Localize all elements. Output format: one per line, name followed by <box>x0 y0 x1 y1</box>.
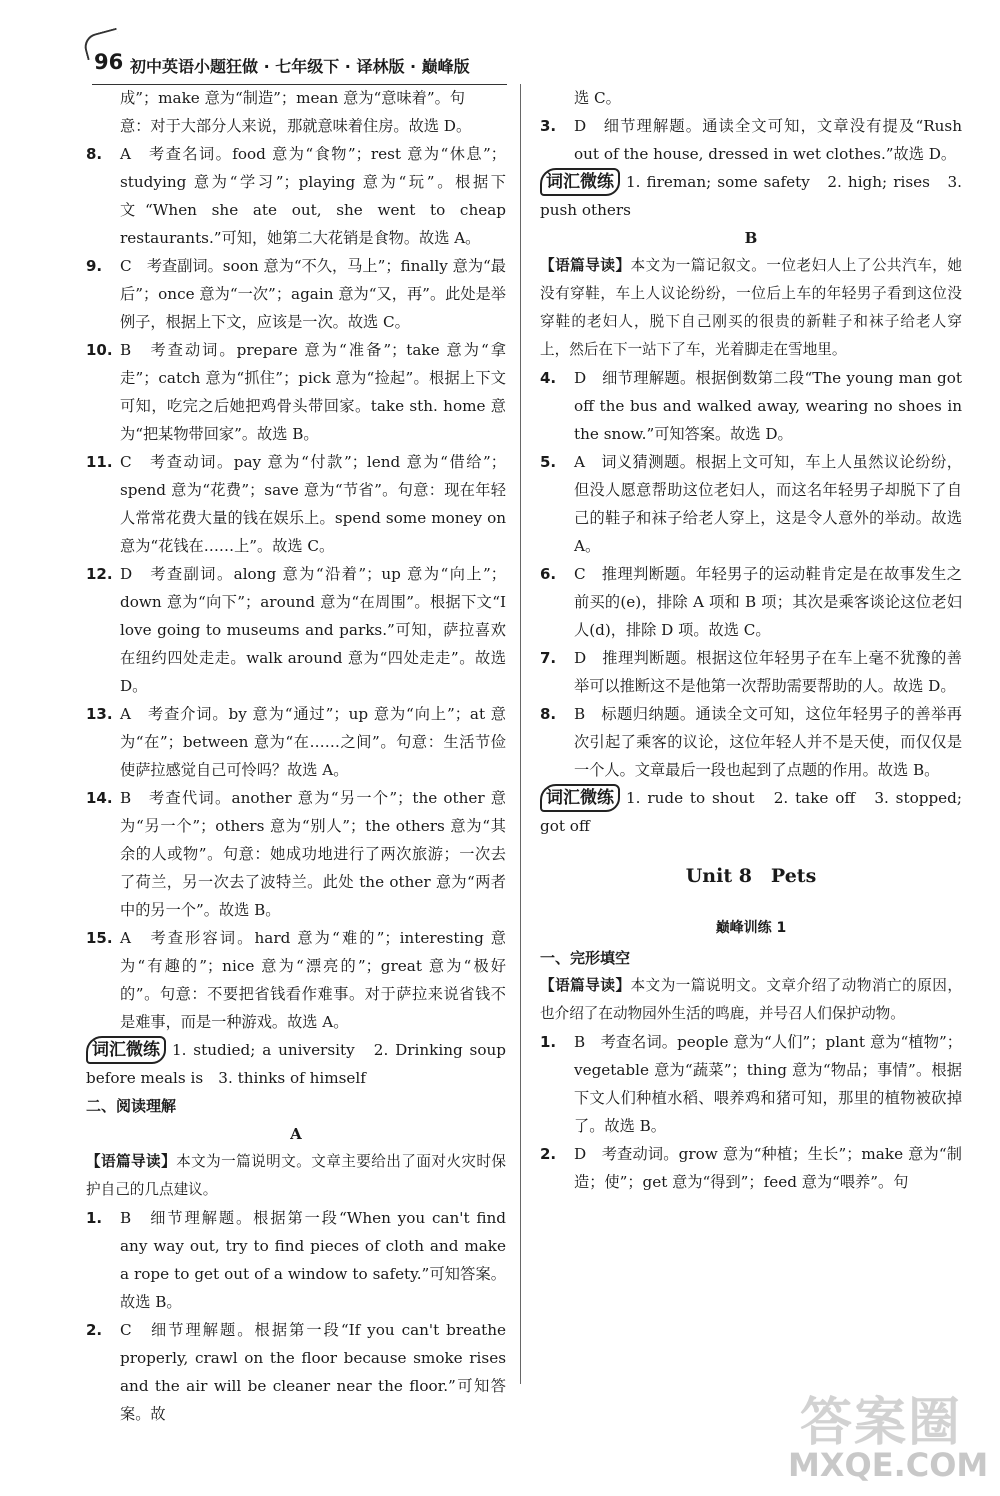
answer-item: 1. B 考查名词。people 意为“人们”；plant 意为“植物”；vegetable 意为“蔬菜”；thing 意为“物品；事情”。根据下文人们种植水稻、喂养鸡和猪可知，那里的植物被砍掉了。故选 B。 <box>540 1033 962 1135</box>
answer-item: 4. D 细节理解题。根据倒数第二段“The young man got off the bus and walked away, wearing no shoes in the snow.”可知答案。故选 D。 <box>540 369 962 443</box>
answer-item: 11. C 考查动词。pay 意为“付款”；lend 意为“借给”；spend 意为“花费”；save 意为“节省”。句意：现在年轻人常常花费大量的钱在娱乐上。spend some money on 意为“花钱在……上”。故选 C。 <box>86 453 506 555</box>
vocab-practice: 词汇微练 1. rude to shout 2. take off 3. stopped; got off <box>540 784 962 840</box>
answer-item: 13. A 考查介词。by 意为“通过”；up 意为“向上”；at 意为“在”；between 意为“在……之间”。句意：生活节俭使萨拉感觉自己可怜吗？故选 A。 <box>86 705 506 779</box>
right-column <box>540 84 962 1196</box>
answer-item: 15. A 考查形容词。hard 意为“难的”；interesting 意为“有趣的”；nice 意为“漂亮的”；great 意为“极好的”。句意：不要把省钱看作难事。对于萨拉来说省钱不是难事，而是一种游戏。故选 A。 <box>86 929 506 1031</box>
vocab-practice: 词汇微练 1. studied; a university 2. Drinking soup before meals is 3. thinks of himself <box>86 1036 506 1092</box>
answer-item: 8. A 考查名词。food 意为“食物”；rest 意为“休息”；studying 意为“学习”；playing 意为“玩”。根据下文“When she ate out, she went to cheap restaurants.”可知，她第二大花销是食物。故选 A。 <box>86 145 506 247</box>
watermark-cn: 答案圈 <box>800 1393 963 1453</box>
vocab-practice: 词汇微练 1. fireman; some safety 2. high; rises 3. push others <box>540 168 962 224</box>
left-column <box>86 84 506 1428</box>
answer-item: 2. C 细节理解题。根据第一段“If you can't breathe properly, crawl on the floor because smoke rises and the air will be cleaner near the floor.”可知答案。故 <box>86 1321 506 1423</box>
answer-item: 12. D 考查副词。along 意为“沿着”；up 意为“向上”；down 意为“向下”；around 意为“在周围”。根据下文“I love going to museums and parks.”可知，萨拉喜欢在纽约四处走走。walk around 意为“四处走走”。故选 D。 <box>86 565 506 695</box>
unit-title: Unit 8 Pets <box>685 865 817 887</box>
reading-guide: 【语篇导读】本文为一篇记叙文。一位老妇人上了公共汽车，她没有穿鞋，车上人议论纷纷，一位后上车的年轻男子看到这位没穿鞋的老妇人，脱下自己刚买的很贵的新鞋子和袜子给老人穿上，然后在下一站下了车，光着脚走在雪地里。 <box>540 257 962 358</box>
vocab-badge: 词汇微练 <box>540 168 620 196</box>
watermark-en: MXQE.COM <box>788 1446 989 1484</box>
vocab-badge: 词汇微练 <box>540 784 620 812</box>
answer-item: 5. A 词义猜测题。根据上文可知，车上人虽然议论纷纷，但没人愿意帮助这位老妇人，而这名年轻男子却脱下了自己的鞋子和袜子给老人穿上，这是令人意外的举动。故选 A。 <box>540 453 962 555</box>
vocab-badge: 词汇微练 <box>86 1036 166 1064</box>
continued-text: 成”；make 意为“制造”；mean 意为“意味着”。句 意：对于大部分人来说，那就意味着住房。故选 D。 <box>120 89 472 135</box>
answer-item: 3. D 细节理解题。通读全文可知，文章没有提及“Rush out of the house, dressed in wet clothes.”故选 D。 <box>540 117 962 163</box>
answer-item: 2. D 考查动词。grow 意为“种植；生长”；make 意为“制造；使”；get 意为“得到”；feed 意为“喂养”。句 <box>540 1145 962 1191</box>
continued-text: 选 C。 <box>574 89 621 107</box>
answer-item: 1. B 细节理解题。根据第一段“When you can't find any way out, try to find pieces of cloth and make a rope to get out of a window to safety.”可知答案。故选 B。 <box>86 1209 506 1311</box>
passage-letter: A <box>290 1125 302 1143</box>
answer-item: 10. B 考查动词。prepare 意为“准备”；take 意为“拿走”；catch 意为“抓住”；pick 意为“捡起”。根据上下文可知，吃完之后她把鸡骨头带回家。take sth. home 意为“把某物带回家”。故选 B。 <box>86 341 506 443</box>
section-heading: 二、阅读理解 <box>86 1097 177 1115</box>
reading-guide: 【语篇导读】本文为一篇说明文。文章主要给出了面对火灾时保护自己的几点建议。 <box>86 1153 506 1198</box>
book-title: 初中英语小题狂做 · 七年级下 · 译林版 · 巅峰版 <box>130 57 470 76</box>
page-number: 96 <box>94 50 124 74</box>
answer-item: 9. C 考查副词。soon 意为“不久，马上”；finally 意为“最后”；once 意为“一次”；again 意为“又，再”。此处是举例子，根据上下文，应该是一次。故选 C。 <box>86 257 506 331</box>
answer-item: 6. C 推理判断题。年轻男子的运动鞋肯定是在故事发生之前买的(e)，排除 A 项和 B 项；其次是乘客谈论这位老妇人(d)，排除 D 项。故选 C。 <box>540 565 962 639</box>
reading-guide: 【语篇导读】本文为一篇说明文。文章介绍了动物消亡的原因，也介绍了在动物园外生活的鸣鹿，并号召人们保护动物。 <box>540 977 962 1022</box>
page-header <box>86 44 506 84</box>
section-heading: 一、完形填空 <box>540 949 631 967</box>
answer-item: 8. B 标题归纳题。通读全文可知，这位年轻男子的善举再次引起了乘客的议论，这位年轻人并不是天使，而仅仅是一个人。文章最后一段也起到了点题的作用。故选 B。 <box>540 705 962 779</box>
answer-item: 7. D 推理判断题。根据这位年轻男子在车上毫不犹豫的善举可以推断这不是他第一次帮助需要帮助的人。故选 D。 <box>540 649 962 695</box>
site-watermark <box>780 1380 989 1490</box>
training-title: 巅峰训练 1 <box>715 920 787 936</box>
passage-letter: B <box>744 229 758 247</box>
answer-item: 14. B 考查代词。another 意为“另一个”；the other 意为“另一个”；others 意为“别人”；the others 意为“其余的人或物”。句意：她成功地进行了两次旅游；一次去了荷兰，另一次去了波特兰。此处 the other 意为“两者中的另一个”。故选 B。 <box>86 789 506 919</box>
column-divider <box>520 84 521 1384</box>
